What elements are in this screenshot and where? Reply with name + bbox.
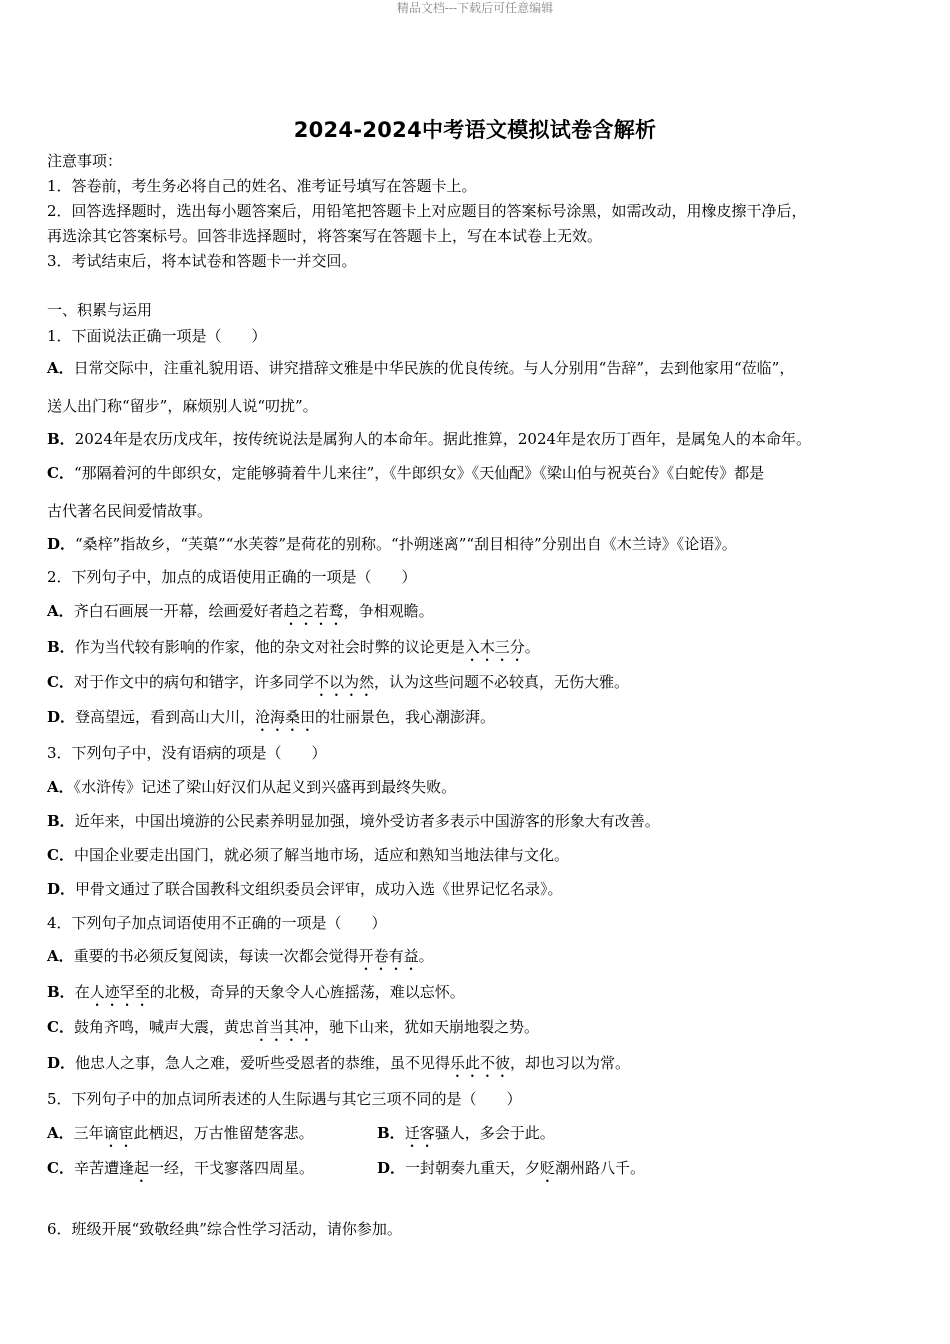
dotted-phrase: 谪宦 [103,1124,134,1142]
page-title: 2024-2024中考语文模拟试卷含解析 [293,118,657,142]
option-text: 齐白石画展一开幕，绘画爱好者 [73,602,284,620]
option-text: 中国企业要走出国门，就必须了解当地市场，适应和熟知当地法律与文化。 [73,846,569,864]
option-text: ，认为这些问题不必较真，无伤大雅。 [373,673,629,691]
option-label: B． [377,1124,405,1142]
dotted-phrase: 起 [133,1159,149,1177]
option-label: A． [47,778,74,796]
q2-option-d [47,707,495,735]
dotted-phrase: 乐此不彼 [450,1054,511,1072]
q5-option-c [47,1158,314,1186]
option-label: B． [47,638,75,656]
q2-option-c [47,672,629,700]
option-text: 三年 [73,1124,104,1142]
option-label: C． [47,846,74,864]
option-label: A． [47,602,74,620]
option-label: A． [47,947,74,965]
notice-item-3: 3．考试结束后，将本试卷和答题卡一并交回。 [47,252,357,270]
option-text: 一经，干戈寥落四周星。 [148,1159,314,1177]
q4-stem: 4．下列句子加点词语使用不正确的一项是（ ） [47,914,387,932]
q3-option-b [47,811,660,831]
q4-option-c [47,1017,539,1045]
dotted-phrase: 首当其冲 [253,1018,314,1036]
option-text: 的壮丽景色，我心潮澎湃。 [315,708,496,726]
option-text: 潮州路八千。 [555,1159,646,1177]
option-text: 此栖迟，万古惟留楚客悲。 [133,1124,314,1142]
q1-option-b [47,429,811,449]
dotted-phrase: 人迹罕至 [89,983,150,1001]
option-label: A． [47,1124,74,1142]
option-label: C． [47,464,74,482]
dotted-phrase: 不以为然 [313,673,374,691]
option-text: 作为当代较有影响的作家，他的杂文对社会时弊的议论更是 [74,638,465,656]
option-label: C． [47,673,74,691]
dotted-phrase: 贬 [540,1159,556,1177]
option-text: “桑梓”指故乡，“芙蕖”“水芙蓉”是荷花的别称。“扑朔迷离”“刮目相待”分别出自《木兰诗》《论语》。 [75,535,737,553]
option-text: 。 [524,638,540,656]
option-label: B． [47,983,75,1001]
option-label: D． [47,535,76,553]
option-label: B． [47,812,75,830]
q2-option-b [47,637,540,665]
option-label: D． [47,880,76,898]
option-text: 一封朝奏九重天，夕 [405,1159,541,1177]
dotted-phrase: 迁客 [404,1124,435,1142]
option-text: “那隔着河的牛郎织女，定能够骑着牛儿来往”，《牛郎织女》《天仙配》《梁山伯与祝英台》《白蛇传》都是 [73,464,765,482]
dotted-phrase: 趋之若鹜 [283,602,344,620]
option-label: D． [377,1159,406,1177]
option-text: 近年来，中国出境游的公民素养明显加强，境外受访者多表示中国游客的形象大有改善。 [74,812,660,830]
option-text: 登高望远，看到高山大川， [75,708,256,726]
q1-option-a-cont: 送人出门称“留步”，麻烦别人说“叨扰”。 [47,397,318,415]
dotted-phrase: 入木三分 [464,638,525,656]
q5-stem: 5．下列句子中的加点词所表述的人生际遇与其它三项不同的是（ ） [47,1090,522,1108]
q1-option-c [47,463,764,483]
option-label: B． [47,430,75,448]
option-label: D． [47,1054,76,1072]
option-label: C． [47,1018,74,1036]
option-text: 日常交际中，注重礼貌用语、讲究措辞文雅是中华民族的优良传统。与人分别用“告辞”，去到他家用“莅临”， [73,359,795,377]
q4-option-a [47,946,434,974]
option-label: C． [47,1159,74,1177]
option-text: ，却也习以为常。 [510,1054,631,1072]
notice-item-2-cont: 再选涂其它答案标号。回答非选择题时，将答案写在答题卡上，写在本试卷上无效。 [47,227,603,245]
option-text: 《水浒传》记述了梁山好汉们从起义到兴盛再到最终失败。 [73,778,457,796]
q3-stem: 3．下列句子中，没有语病的项是（ ） [47,744,327,762]
option-text: ，驰下山来，犹如天崩地裂之势。 [313,1018,539,1036]
q1-option-a [47,358,794,378]
option-label: D． [47,708,76,726]
option-text: 骚人，多会于此。 [434,1124,555,1142]
notice-item-2: 2．回答选择题时，选出每小题答案后，用铅笔把答题卡上对应题目的答案标号涂黑，如需改动，用橡皮擦干净后， [47,202,807,220]
q1-stem: 1．下面说法正确一项是（ ） [47,327,267,345]
option-text: 辛苦遭逢 [73,1159,134,1177]
notice-item-1: 1．答卷前，考生务必将自己的姓名、准考证号填写在答题卡上。 [47,177,477,195]
option-text: 在 [74,983,90,1001]
q2-stem: 2．下列句子中，加点的成语使用正确的一项是（ ） [47,568,417,586]
q3-option-a [47,777,456,797]
option-text: 2024年是农历戊戌年，按传统说法是属狗人的本命年。据此推算，2024年是农历丁酉年，是属兔人的本命年。 [74,430,812,448]
dotted-phrase: 沧海桑田 [255,708,316,726]
q1-option-c-cont: 古代著名民间爱情故事。 [47,502,213,520]
option-text: 甲骨文通过了联合国教科文组织委员会评审，成功入选《世界记忆名录》。 [75,880,563,898]
option-text: ，争相观瞻。 [343,602,434,620]
dotted-phrase: 开卷有益 [358,947,419,965]
option-text: 。 [418,947,434,965]
q4-option-b [47,982,465,1010]
q2-option-a [47,601,434,629]
notice-heading: 注意事项： [47,152,123,170]
option-text: 的北极，奇异的天象令人心旌摇荡，难以忘怀。 [149,983,465,1001]
option-text: 鼓角齐鸣，喊声大震，黄忠 [73,1018,254,1036]
section-heading: 一、积累与运用 [47,301,153,319]
q3-option-d [47,879,563,899]
option-text: 他忠人之事，急人之难，爱听些受恩者的恭维，虽不见得 [75,1054,451,1072]
q1-option-d [47,534,737,554]
q5-option-a [47,1123,314,1151]
option-text: 对于作文中的病句和错字，许多同学 [73,673,314,691]
q5-option-b [377,1123,555,1151]
q3-option-c [47,845,569,865]
option-label: A． [47,359,74,377]
q4-option-d [47,1053,630,1081]
q5-option-d [377,1158,645,1186]
watermark: 精品文档---下载后可任意编辑 [396,1,554,15]
q6-stem: 6．班级开展“致敬经典”综合性学习活动，请你参加。 [47,1220,402,1238]
option-text: 重要的书必须反复阅读，每读一次都会觉得 [73,947,359,965]
